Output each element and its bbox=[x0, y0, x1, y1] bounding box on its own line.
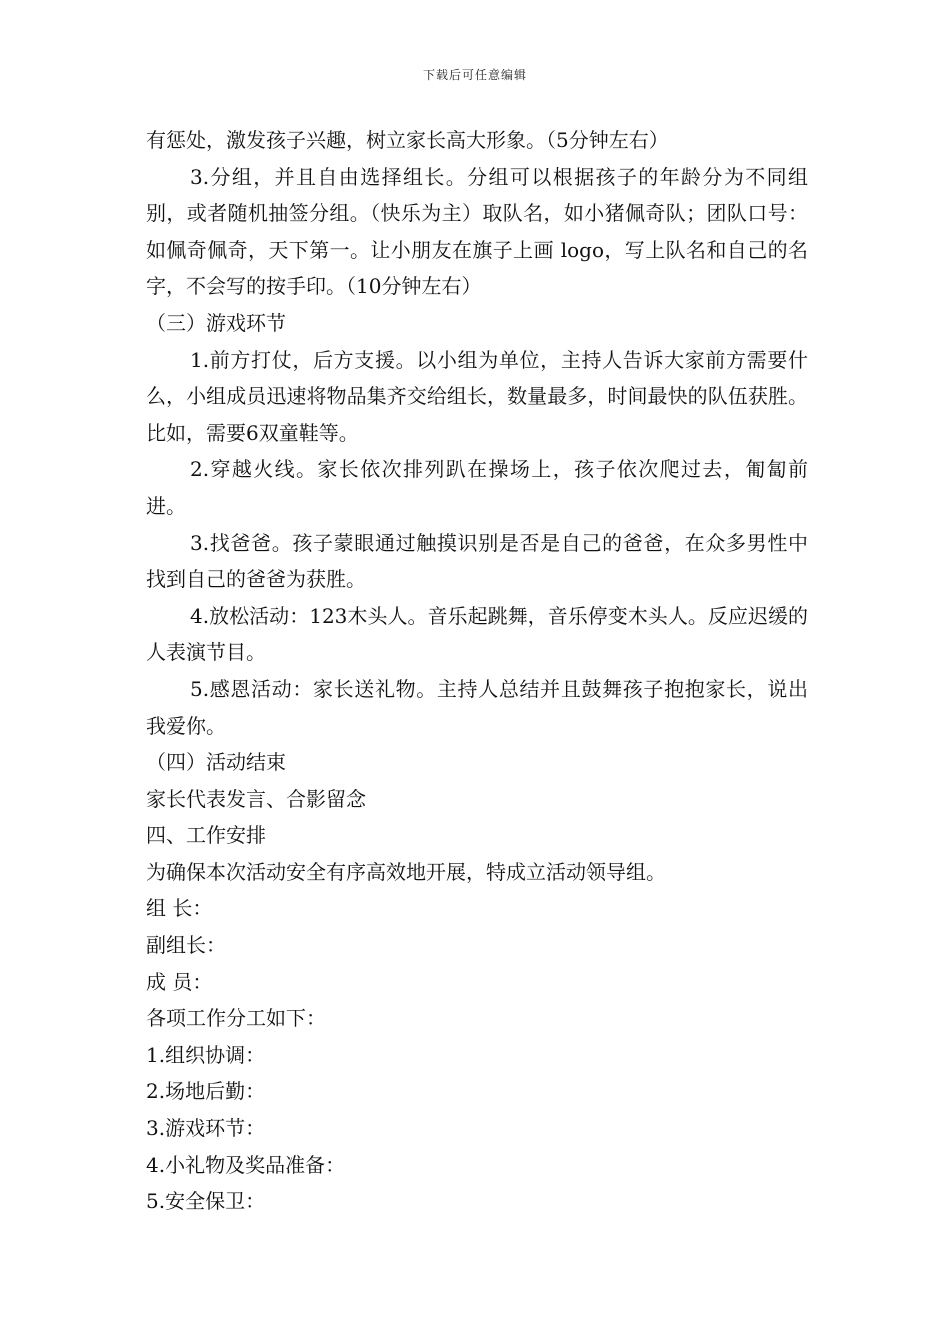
list-item-task-1: 1.组织协调： bbox=[146, 1042, 266, 1067]
paragraph-game-5: 5.感恩活动：家长送礼物。主持人总结并且鼓舞孩子抱抱家长，说出我爱你。 bbox=[146, 676, 808, 738]
list-item-task-2: 2.场地后勤： bbox=[146, 1079, 266, 1104]
list-item-task-4: 4.小礼物及奖品准备： bbox=[146, 1152, 346, 1177]
list-item-task-3: 3.游戏环节： bbox=[146, 1116, 266, 1141]
paragraph-game-1: 1.前方打仗，后方支援。以小组为单位，主持人告诉大家前方需要什么，小组成员迅速将物品集齐交给组长，数量最多，时间最快的队伍获胜。比如，需要6双童鞋等。 bbox=[146, 347, 808, 445]
section-heading-games: （三）游戏环节 bbox=[146, 310, 286, 335]
section-heading-arrangement: 四、工作安排 bbox=[146, 823, 266, 848]
document-body bbox=[146, 122, 808, 1220]
paragraph-penalty: 有惩处，激发孩子兴趣，树立家长高大形象。（5分钟左右） bbox=[146, 128, 669, 152]
section-heading-end: （四）活动结束 bbox=[146, 750, 286, 775]
line-vice-leader: 副组长： bbox=[146, 933, 226, 958]
paragraph-game-4: 4.放松活动：123木头人。音乐起跳舞，音乐停变木头人。反应迟缓的人表演节目。 bbox=[146, 603, 808, 665]
line-members: 成 员： bbox=[146, 969, 213, 994]
paragraph-grouping: 3.分组，并且自由选择组长。分组可以根据孩子的年龄分为不同组别，或者随机抽签分组。（快乐为主）取队名，如小猪佩奇队；团队口号：如佩奇佩奇，天下第一。让小朋友在旗子上画 logo，写上队名和自己的名字，不会写的按手印。（10分钟左右） bbox=[146, 164, 808, 299]
page-header: 下载后可任意编辑 bbox=[422, 68, 527, 82]
list-item-task-5: 5.安全保卫： bbox=[146, 1189, 266, 1214]
paragraph-game-3: 3.找爸爸。孩子蒙眼通过触摸识别是否是自己的爸爸，在众多男性中找到自己的爸爸为获胜。 bbox=[146, 530, 808, 592]
paragraph-end: 家长代表发言、合影留念 bbox=[146, 786, 366, 811]
paragraph-game-2: 2.穿越火线。家长依次排列趴在操场上，孩子依次爬过去，匍匐前进。 bbox=[146, 457, 808, 518]
paragraph-leadership-intro: 为确保本次活动安全有序高效地开展，特成立活动领导组。 bbox=[146, 859, 666, 884]
line-task-division: 各项工作分工如下： bbox=[146, 1006, 326, 1031]
line-leader: 组 长： bbox=[146, 896, 213, 921]
